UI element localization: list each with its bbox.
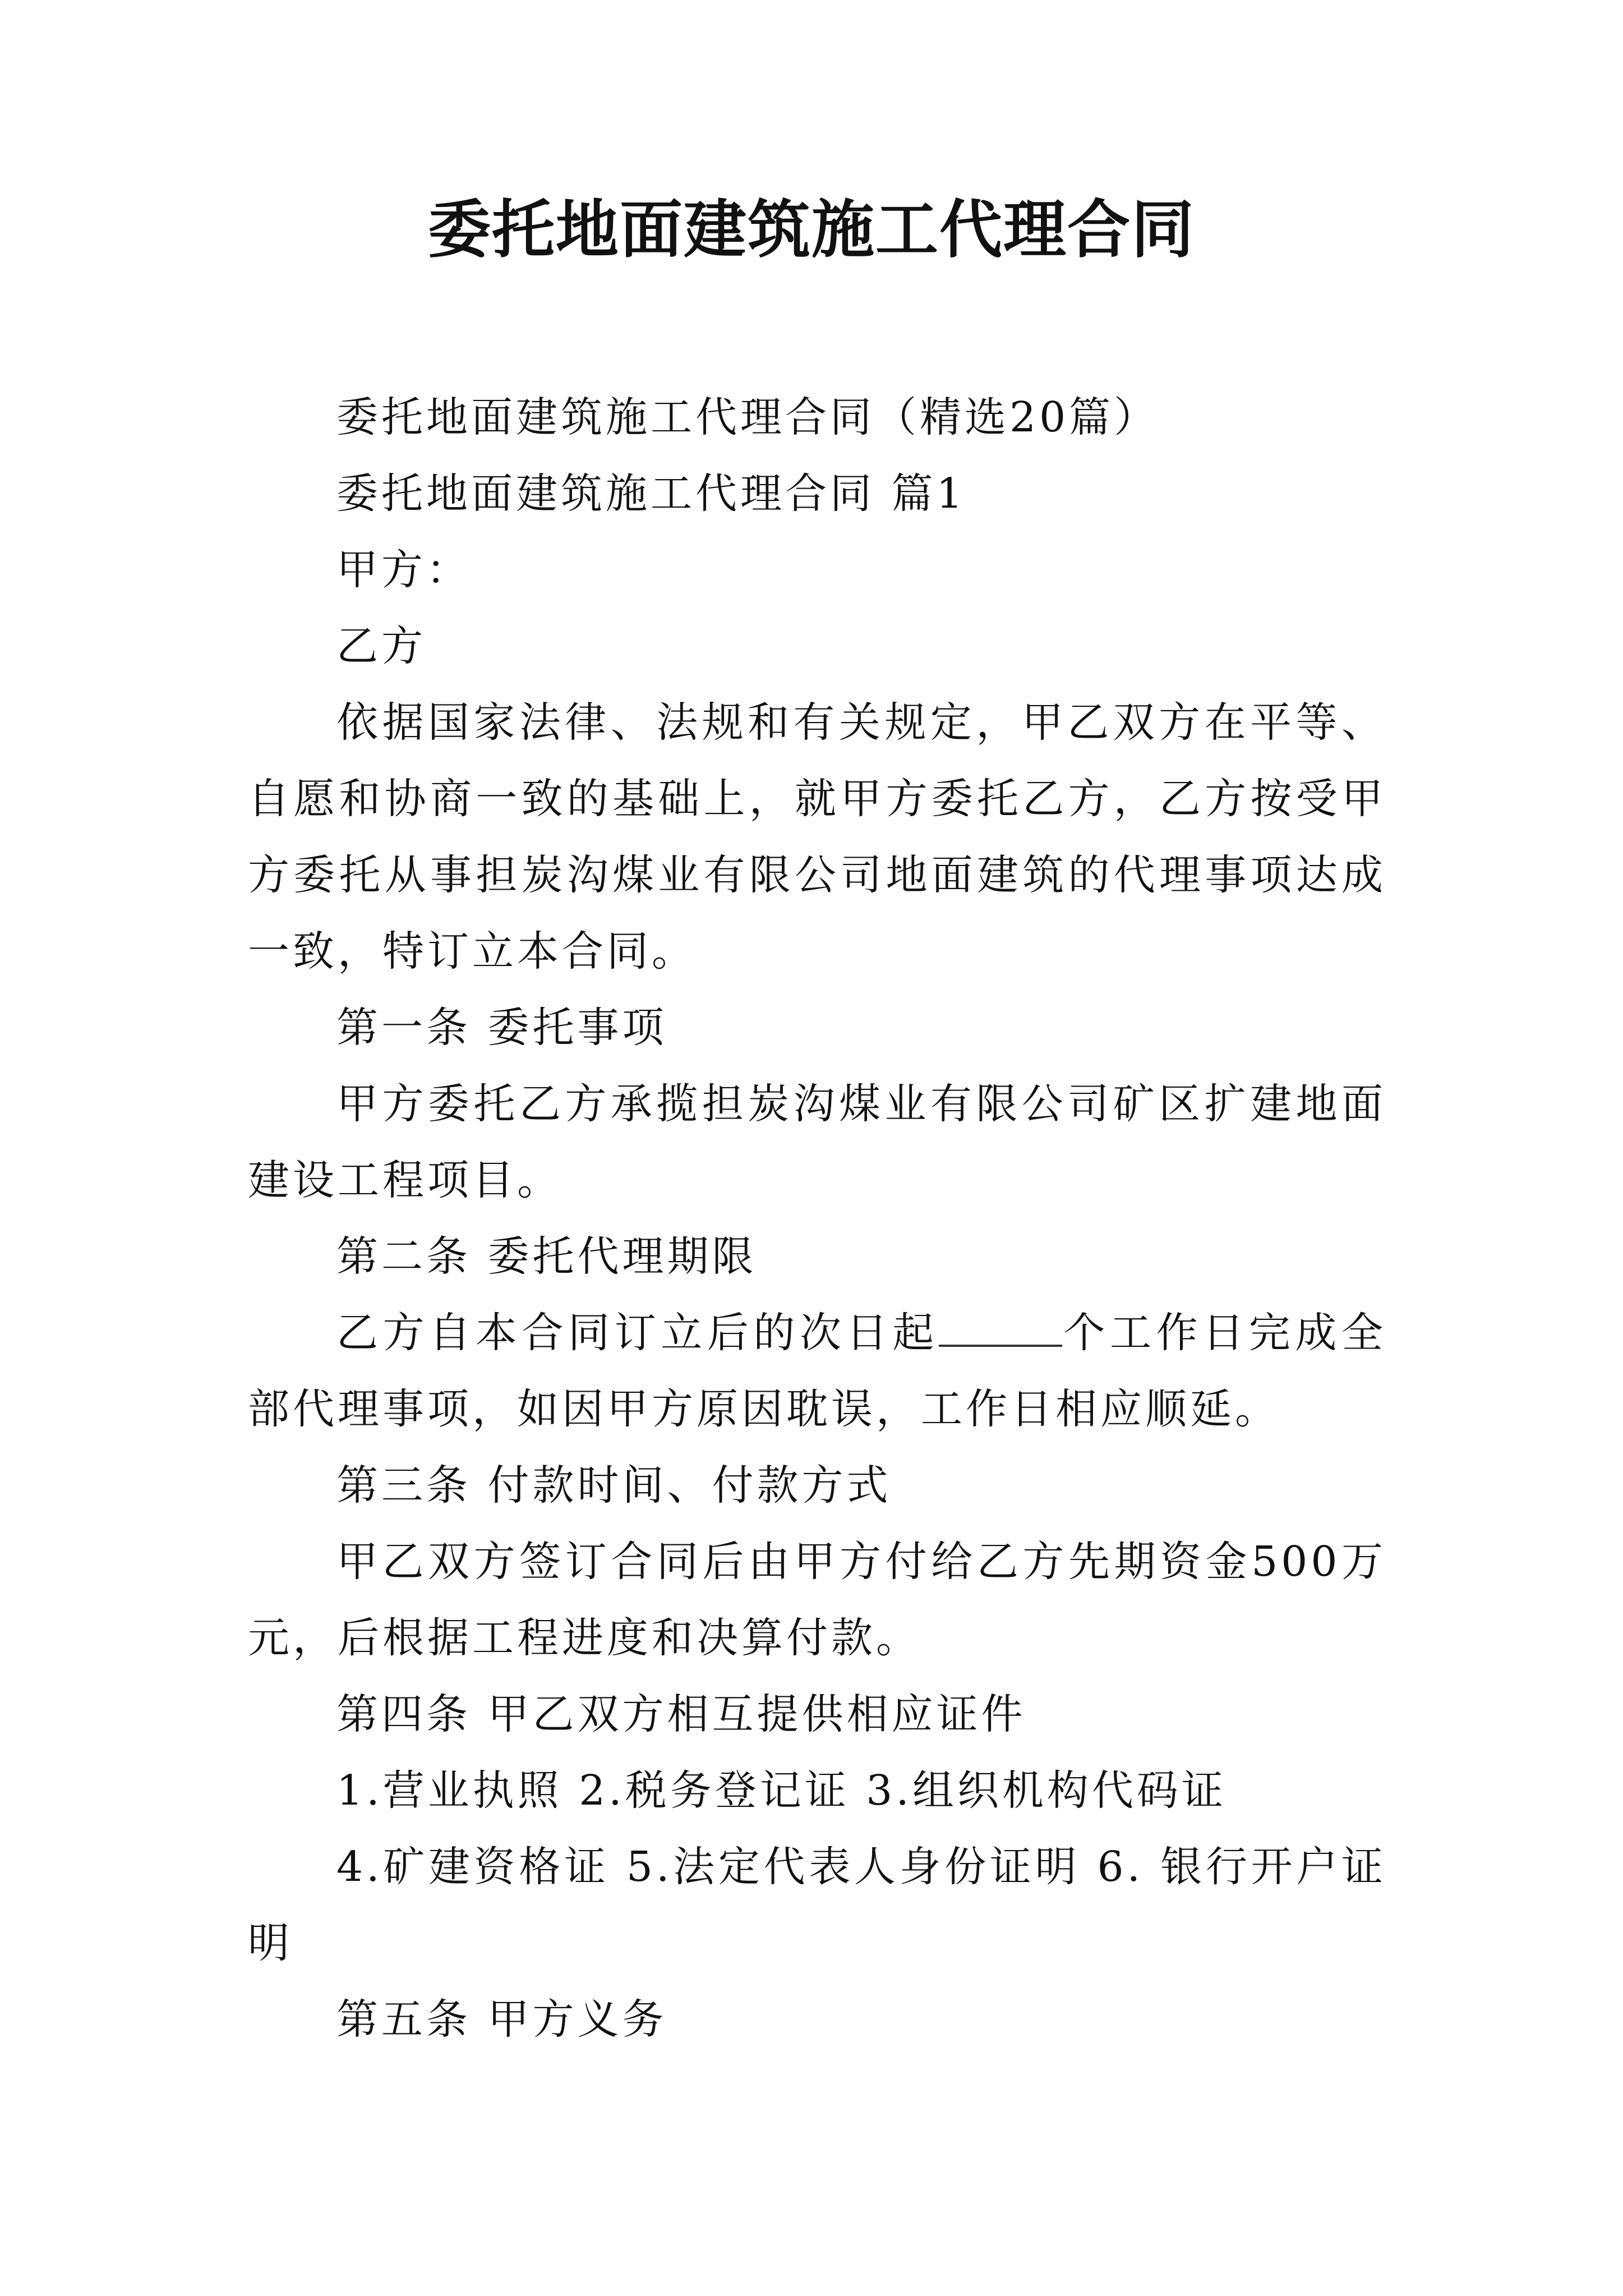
paragraph-article-3-body: 甲乙双方签订合同后由甲方付给乙方先期资金500万元，后根据工程进度和决算付款。 xyxy=(248,1538,1386,1662)
paragraph-certificates-line-2: 4.矿建资格证 5.法定代表人身份证明 6. 银行开户证明 xyxy=(248,1843,1386,1967)
paragraph-article-1-heading: 第一条 委托事项 xyxy=(336,1004,667,1052)
paragraph-preamble: 依据国家法律、法规和有关规定，甲乙双方在平等、自愿和协商一致的基础上，就甲方委托乙方，乙方按受甲方委托从事担炭沟煤业有限公司地面建筑的代理事项达成一致，特订立本合同。 xyxy=(248,698,1386,976)
paragraph-article-3-heading: 第三条 付款时间、付款方式 xyxy=(336,1461,892,1510)
document-title: 委托地面建筑施工代理合同 xyxy=(428,194,1195,266)
paragraph-article-5-heading: 第五条 甲方义务 xyxy=(336,1995,667,2044)
paragraph-party-a: 甲方： xyxy=(336,546,471,594)
paragraph-article-4-heading: 第四条 甲乙双方相互提供相应证件 xyxy=(336,1690,1026,1738)
paragraph-article-2-body xyxy=(248,1295,1386,1447)
article-2-text-start: 乙方自本合同订立后的次日起 xyxy=(336,1309,939,1357)
document-body xyxy=(248,379,1386,2058)
paragraph-party-b: 乙方 xyxy=(336,622,426,670)
paragraph-section-heading: 委托地面建筑施工代理合同 篇1 xyxy=(336,470,966,518)
paragraph-certificates-line-1: 1.营业执照 2.税务登记证 3.组织机构代码证 xyxy=(336,1766,1227,1815)
article-2-text-end: 个工作日完成全部代理事项，如因甲方原因耽误，工作日相应顺延。 xyxy=(248,1309,1387,1433)
fill-in-blank xyxy=(939,1311,1062,1347)
paragraph-article-2-heading: 第二条 委托代理期限 xyxy=(336,1232,757,1281)
paragraph-subtitle: 委托地面建筑施工代理合同（精选20篇） xyxy=(336,393,1159,441)
paragraph-article-1-body: 甲方委托乙方承揽担炭沟煤业有限公司矿区扩建地面建设工程项目。 xyxy=(248,1080,1386,1204)
